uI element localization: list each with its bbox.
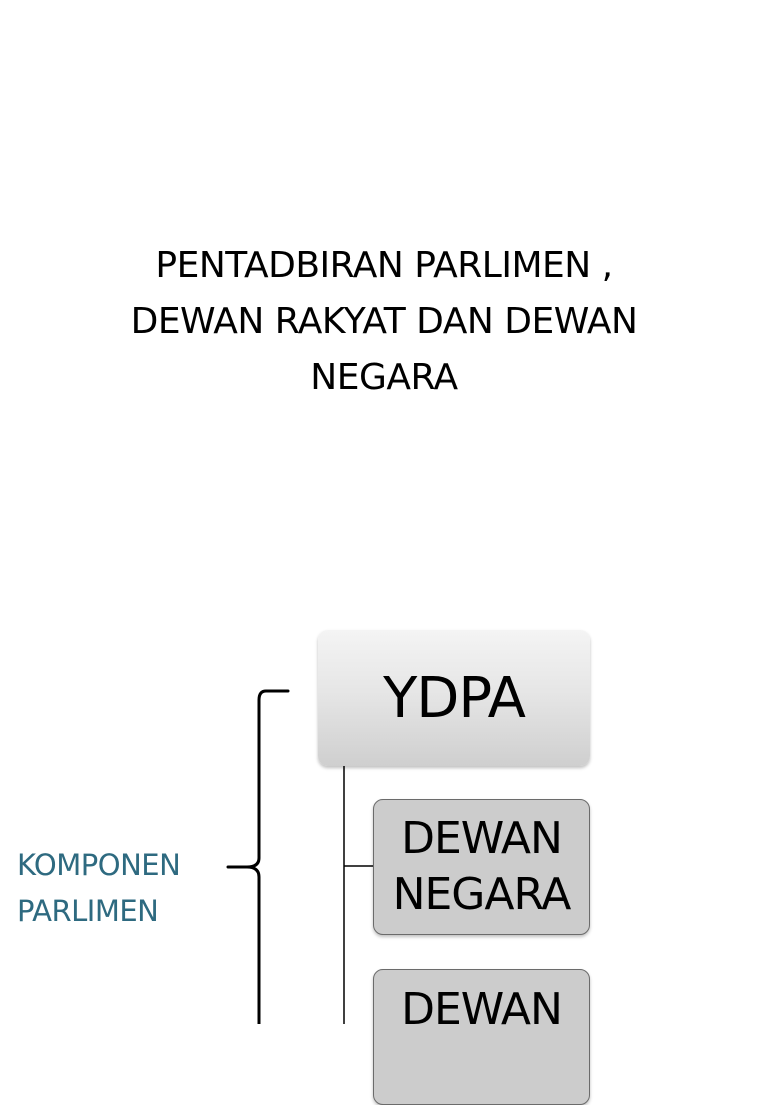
title-line-3: NEGARA	[310, 357, 458, 398]
node-dewan-negara-line-1: DEWAN	[401, 813, 562, 864]
node-ydpa	[318, 630, 590, 766]
node-ydpa-label: YDPA	[383, 665, 525, 731]
node-dewan-negara-line-2: NEGARA	[392, 869, 571, 920]
title-line-1: PENTADBIRAN PARLIMEN ,	[155, 245, 613, 286]
node-dewan-rakyat-line-1: DEWAN	[401, 984, 562, 1035]
brace-label-line-1: KOMPONEN	[17, 848, 181, 882]
node-dewan-negara	[373, 799, 590, 935]
brace-label-line-2: PARLIMEN	[17, 894, 159, 928]
title-line-2: DEWAN RAKYAT DAN DEWAN	[130, 301, 638, 342]
node-dewan-rakyat	[373, 969, 590, 1105]
curly-brace	[228, 691, 288, 1024]
brace-label	[17, 842, 180, 934]
